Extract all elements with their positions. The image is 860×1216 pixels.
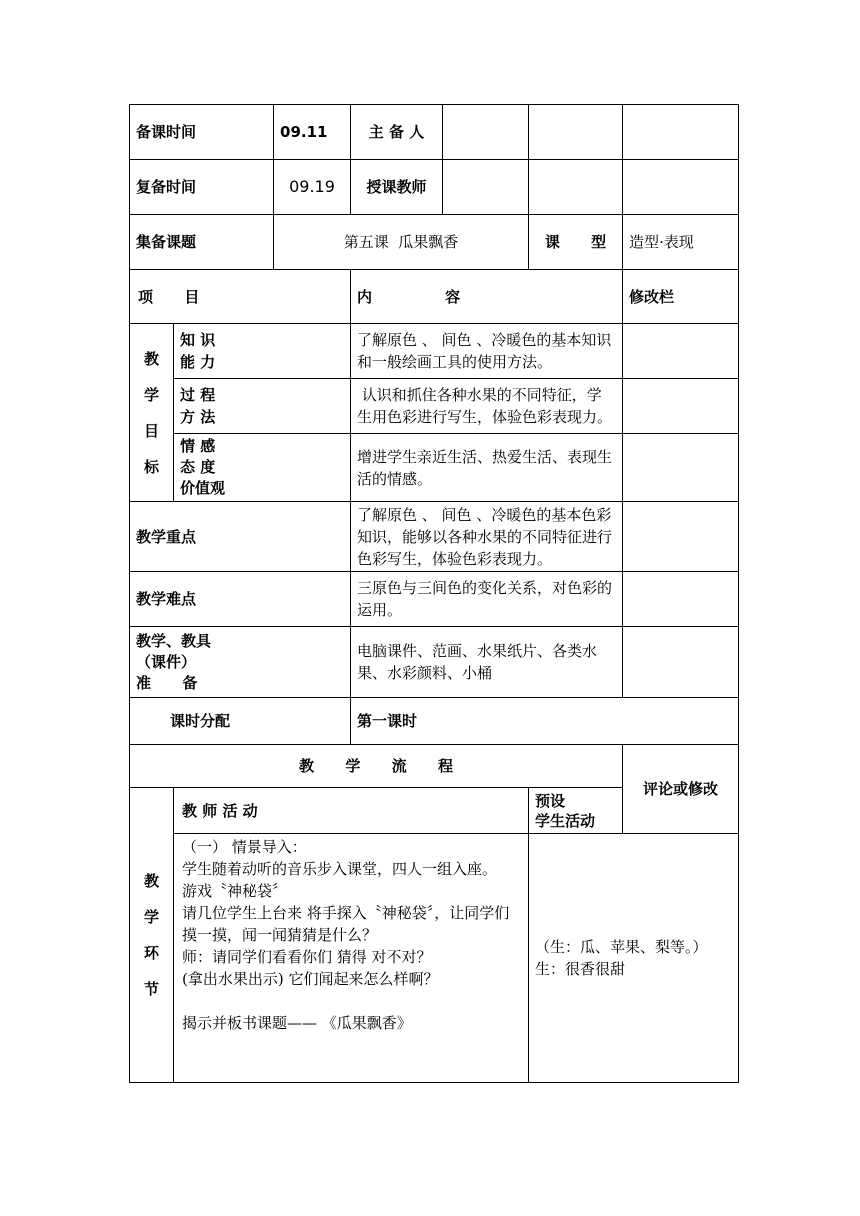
key-points-content: 了解原色 、 间色 、冷暖色的基本色彩知识，能够以各种水果的不同特征进行色彩写生，体验色彩表现力。 [351, 502, 623, 572]
schedule-label: 课时分配 [130, 698, 351, 745]
review-time-value: 09.19 [274, 160, 351, 215]
section-char: 教 [143, 872, 159, 890]
difficulties-content: 三原色与三间色的变化关系，对色彩的运用。 [351, 572, 623, 627]
section-char: 学 [143, 908, 159, 926]
row-review-time [130, 160, 739, 215]
section-char: 环 [143, 944, 159, 962]
teacher-label: 授课教师 [351, 160, 443, 215]
teacher-line: 揭示并板书课题—— 《瓜果飘香》 [182, 1014, 412, 1032]
revision-cell [623, 434, 739, 502]
student-line: （生：瓜、苹果、梨等。） [535, 938, 708, 956]
preparation-content: 电脑课件、范画、水果纸片、各类水果、水彩颜料、小桶 [351, 627, 623, 698]
teacher-value [443, 160, 529, 215]
blank-cell [623, 160, 739, 215]
teacher-line: (拿出水果出示) 它们闻起来怎么样啊？ [182, 970, 439, 988]
row-topic [130, 215, 739, 270]
objective-content-knowledge: 了解原色 、 间色 、冷暖色的基本知识和一般绘画工具的使用方法。 [351, 324, 623, 379]
teacher-line: 请几位学生上台来 将手探入〝神秘袋〞，让同学们摸一摸，闻一闻猜猜是什么？ [182, 904, 510, 944]
schedule-content: 第一课时 [351, 698, 739, 745]
objective-content-process: 认识和抓住各种水果的不同特征，学生用色彩进行写生，体验色彩表现力。 [351, 379, 623, 434]
section-char: 节 [143, 980, 159, 998]
teacher-activity-content [174, 834, 529, 1083]
teacher-line: 师：请同学们看看你们 猜得 对不对？ [182, 948, 432, 966]
objective-row-process [130, 379, 739, 434]
objective-label-process: 过 程 方 法 [174, 379, 351, 434]
row-process-title [130, 745, 739, 788]
type-value: 造型·表现 [623, 215, 739, 270]
row-preparation [130, 627, 739, 698]
lesson-plan-table [129, 104, 739, 1083]
objective-label-emotion: 情 感 态 度 价值观 [174, 434, 351, 502]
row-key-points [130, 502, 739, 572]
teacher-line [182, 990, 522, 1012]
revision-cell [623, 572, 739, 627]
preparation-label: 教学、教具 （课件） 准 备 [130, 627, 351, 698]
objectives-char: 学 [143, 385, 159, 404]
blank-cell [623, 105, 739, 160]
main-prep-value [443, 105, 529, 160]
main-prep-label: 主 备 人 [351, 105, 443, 160]
prep-time-label: 备课时间 [130, 105, 274, 160]
row-column-headers [130, 270, 739, 324]
student-activity-content [529, 834, 739, 1083]
student-line: 生：很香很甜 [535, 960, 626, 978]
student-activity-header: 预设 学生活动 [529, 788, 623, 834]
teacher-line: 学生随着动听的音乐步入课堂，四人一组入座。 [182, 860, 498, 878]
revision-cell [623, 379, 739, 434]
revision-cell [623, 324, 739, 379]
prep-time-value: 09.11 [274, 105, 351, 160]
objective-row-knowledge [130, 324, 739, 379]
process-title: 教 学 流 程 [130, 745, 623, 788]
blank-cell [529, 160, 623, 215]
revision-cell [623, 627, 739, 698]
topic-label: 集备课题 [130, 215, 274, 270]
objective-label-knowledge: 知 识 能 力 [174, 324, 351, 379]
teacher-activity-header: 教 师 活 动 [174, 788, 529, 834]
blank-cell [529, 105, 623, 160]
objectives-group-label [130, 324, 174, 502]
objectives-char: 教 [143, 349, 159, 368]
review-time-label: 复备时间 [130, 160, 274, 215]
row-schedule [130, 698, 739, 745]
teacher-line: 游戏〝神秘袋〞 [182, 882, 288, 900]
row-difficulties [130, 572, 739, 627]
teacher-line: （一） 情景导入： [182, 838, 307, 856]
type-label: 课 型 [529, 215, 623, 270]
objectives-char: 标 [143, 457, 159, 476]
topic-value: 第五课 瓜果飘香 [274, 215, 529, 270]
objectives-char: 目 [143, 421, 159, 440]
difficulties-label: 教学难点 [130, 572, 351, 627]
objective-content-emotion: 增进学生亲近生活、热爱生活、表现生活的情感。 [351, 434, 623, 502]
row-prep-time [130, 105, 739, 160]
section-label [130, 788, 174, 1083]
comment-header: 评论或修改 [623, 745, 739, 834]
content-header: 内 容 [351, 270, 623, 324]
revision-header: 修改栏 [623, 270, 739, 324]
revision-cell [623, 502, 739, 572]
item-header: 项 目 [130, 270, 351, 324]
row-process-content [130, 834, 739, 1083]
key-points-label: 教学重点 [130, 502, 351, 572]
objective-row-emotion [130, 434, 739, 502]
